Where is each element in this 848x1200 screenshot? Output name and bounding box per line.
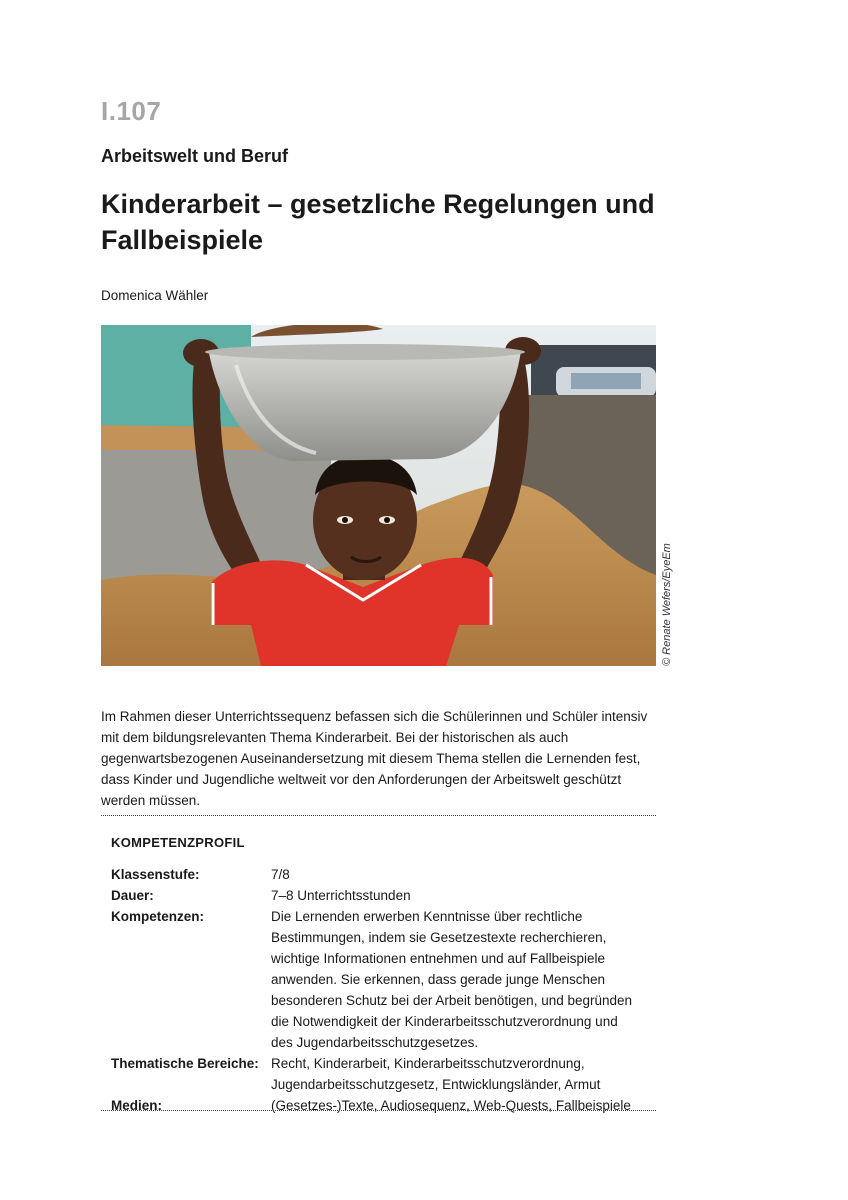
cover-photo <box>101 325 656 666</box>
divider-bottom <box>101 1110 656 1111</box>
profile-value: 7/8 <box>271 867 290 882</box>
category-heading: Arbeitswelt und Beruf <box>101 146 289 166</box>
competence-profile <box>111 864 641 1116</box>
profile-row-topics <box>111 1053 641 1095</box>
profile-label: Dauer: <box>111 888 154 903</box>
profile-label: Kompetenzen: <box>111 909 205 924</box>
page-title <box>101 186 701 258</box>
profile-value: 7–8 Unterrichtsstunden <box>271 888 411 903</box>
profile-value: (Gesetzes-)Texte, Audiosequenz, Web-Quests, Fallbeispiele <box>271 1098 631 1113</box>
profile-row-media <box>111 1095 641 1116</box>
unit-number: I.107 <box>101 96 162 126</box>
profile-label: Thematische Bereiche: <box>111 1056 259 1071</box>
profile-heading: KOMPETENZPROFIL <box>111 835 245 850</box>
photo-credit: © Renate Wefers/EyeEm <box>661 543 673 666</box>
profile-label: Klassenstufe: <box>111 867 200 882</box>
title-line-2: Fallbeispiele <box>101 225 264 255</box>
profile-row-duration <box>111 885 641 906</box>
profile-value: Recht, Kinderarbeit, Kinderarbeitsschutzverordnung, Jugendarbeitsschutzgesetz, Entwicklungsländer, Armut <box>271 1056 601 1092</box>
profile-row-competences <box>111 906 641 1053</box>
intro-text: Im Rahmen dieser Unterrichtssequenz befassen sich die Schülerinnen und Schüler intensiv mit dem bildungsrelevanten Thema Kinderarbeit. Bei der historischen als auch gegenwartsbezogenen Auseinandersetzung mit diesem Thema stellen die Lernenden fest, dass Kinder und Jugendliche weltweit vor den Anforderungen der Arbeitswelt geschützt werden müssen. <box>101 709 648 808</box>
profile-label: Medien: <box>111 1098 163 1113</box>
author: Domenica Wähler <box>101 288 209 303</box>
intro-paragraph <box>101 706 659 811</box>
profile-row-grade <box>111 864 641 885</box>
profile-value: Die Lernenden erwerben Kenntnisse über rechtliche Bestimmungen, indem sie Gesetzestexte recherchieren, wichtige Informationen entnehmen und auf Fallbeispiele anwenden. Sie erkennen, dass gerade junge Menschen besonderen Schutz bei der Arbeit benötigen, und begründen die Notwendigkeit der Kinderarbeitsschutzverordnung und des Jugendarbeitsschutzgesetzes. <box>271 909 633 1050</box>
divider-top <box>101 815 656 816</box>
title-line-1: Kinderarbeit – gesetzliche Regelungen und <box>101 189 655 219</box>
